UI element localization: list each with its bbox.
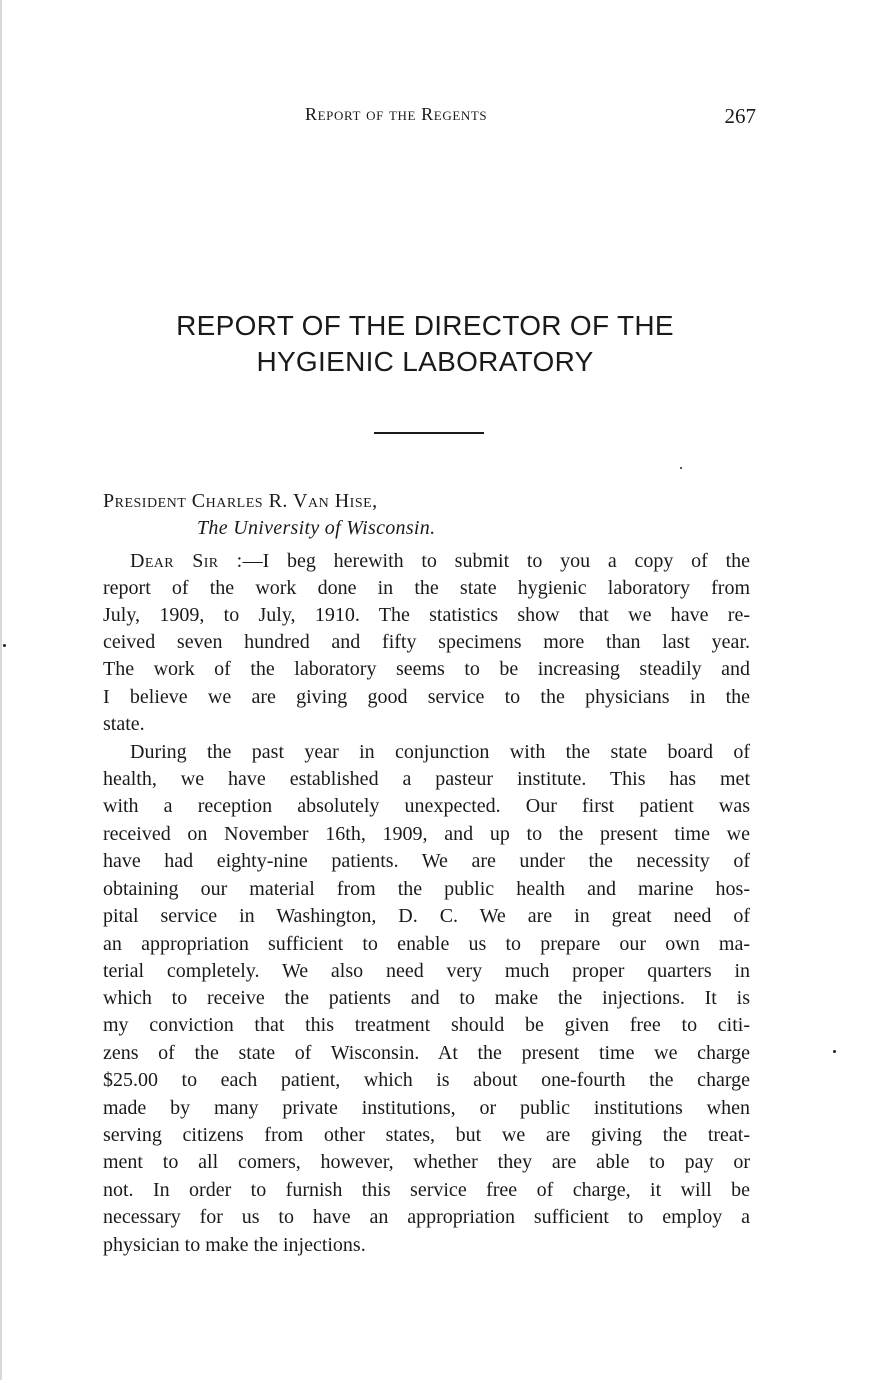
body-line: not. In order to furnish this service free of charge, it will be (103, 1179, 750, 1201)
scan-speck (680, 467, 682, 469)
body-line: zens of the state of Wisconsin. At the present time we charge (103, 1042, 750, 1064)
body-line: health, we have established a pasteur institute. This has met (103, 768, 750, 790)
body-line: necessary for us to have an appropriation sufficient to employ a (103, 1206, 750, 1228)
body-line: ceived seven hundred and fifty specimens more than last year. (103, 631, 750, 653)
title-line-1: REPORT OF THE DIRECTOR OF THE (176, 310, 674, 341)
body-line: with a reception absolutely unexpected. Our first patient was (103, 795, 750, 817)
body-text: —I beg herewith to submit to you a copy of the (242, 550, 751, 572)
body-line: an appropriation sufficient to enable us to prepare our own ma- (103, 933, 750, 955)
running-head: Report of the Regents (305, 104, 488, 124)
scan-speck (3, 644, 6, 647)
body-line: $25.00 to each patient, which is about one-fourth the charge (103, 1069, 750, 1091)
body-line: state. (103, 713, 145, 735)
body-line: my conviction that this treatment should be given free to citi- (103, 1014, 750, 1036)
body-line: obtaining our material from the public health and marine hos- (103, 878, 750, 900)
body-line: During the past year in conjunction with the state board of (130, 741, 750, 763)
scan-edge (0, 0, 2, 1380)
body-line: received on November 16th, 1909, and up to the present time we (103, 823, 750, 845)
body-line: report of the work done in the state hygienic laboratory from (103, 577, 750, 599)
body-line: I believe we are giving good service to the physicians in the (103, 686, 750, 708)
scan-speck (833, 1050, 836, 1053)
body-line: serving citizens from other states, but we are giving the treat- (103, 1124, 750, 1146)
body-line: which to receive the patients and to make the injections. It is (103, 987, 750, 1009)
addressee: President Charles R. Van Hise, (103, 490, 378, 512)
body-line: have had eighty-nine patients. We are under the necessity of (103, 850, 750, 872)
body-line (130, 548, 750, 575)
institution: The University of Wisconsin. (197, 517, 436, 539)
body-line: made by many private institutions, or public institutions when (103, 1097, 750, 1119)
body-line: ment to all comers, however, whether they are able to pay or (103, 1151, 750, 1173)
body-line: pital service in Washington, D. C. We are in great need of (103, 905, 750, 927)
title-line-2: HYGIENIC LABORATORY (256, 346, 594, 377)
body-line: July, 1909, to July, 1910. The statistics show that we have re- (103, 604, 750, 626)
salutation: Dear Sir : (130, 550, 243, 572)
body-line: physician to make the injections. (103, 1234, 366, 1256)
body-line: The work of the laboratory seems to be increasing steadily and (103, 658, 750, 680)
page-number: 267 (724, 104, 756, 128)
body-line: terial completely. We also need very much proper quarters in (103, 960, 750, 982)
title-rule (374, 432, 484, 434)
